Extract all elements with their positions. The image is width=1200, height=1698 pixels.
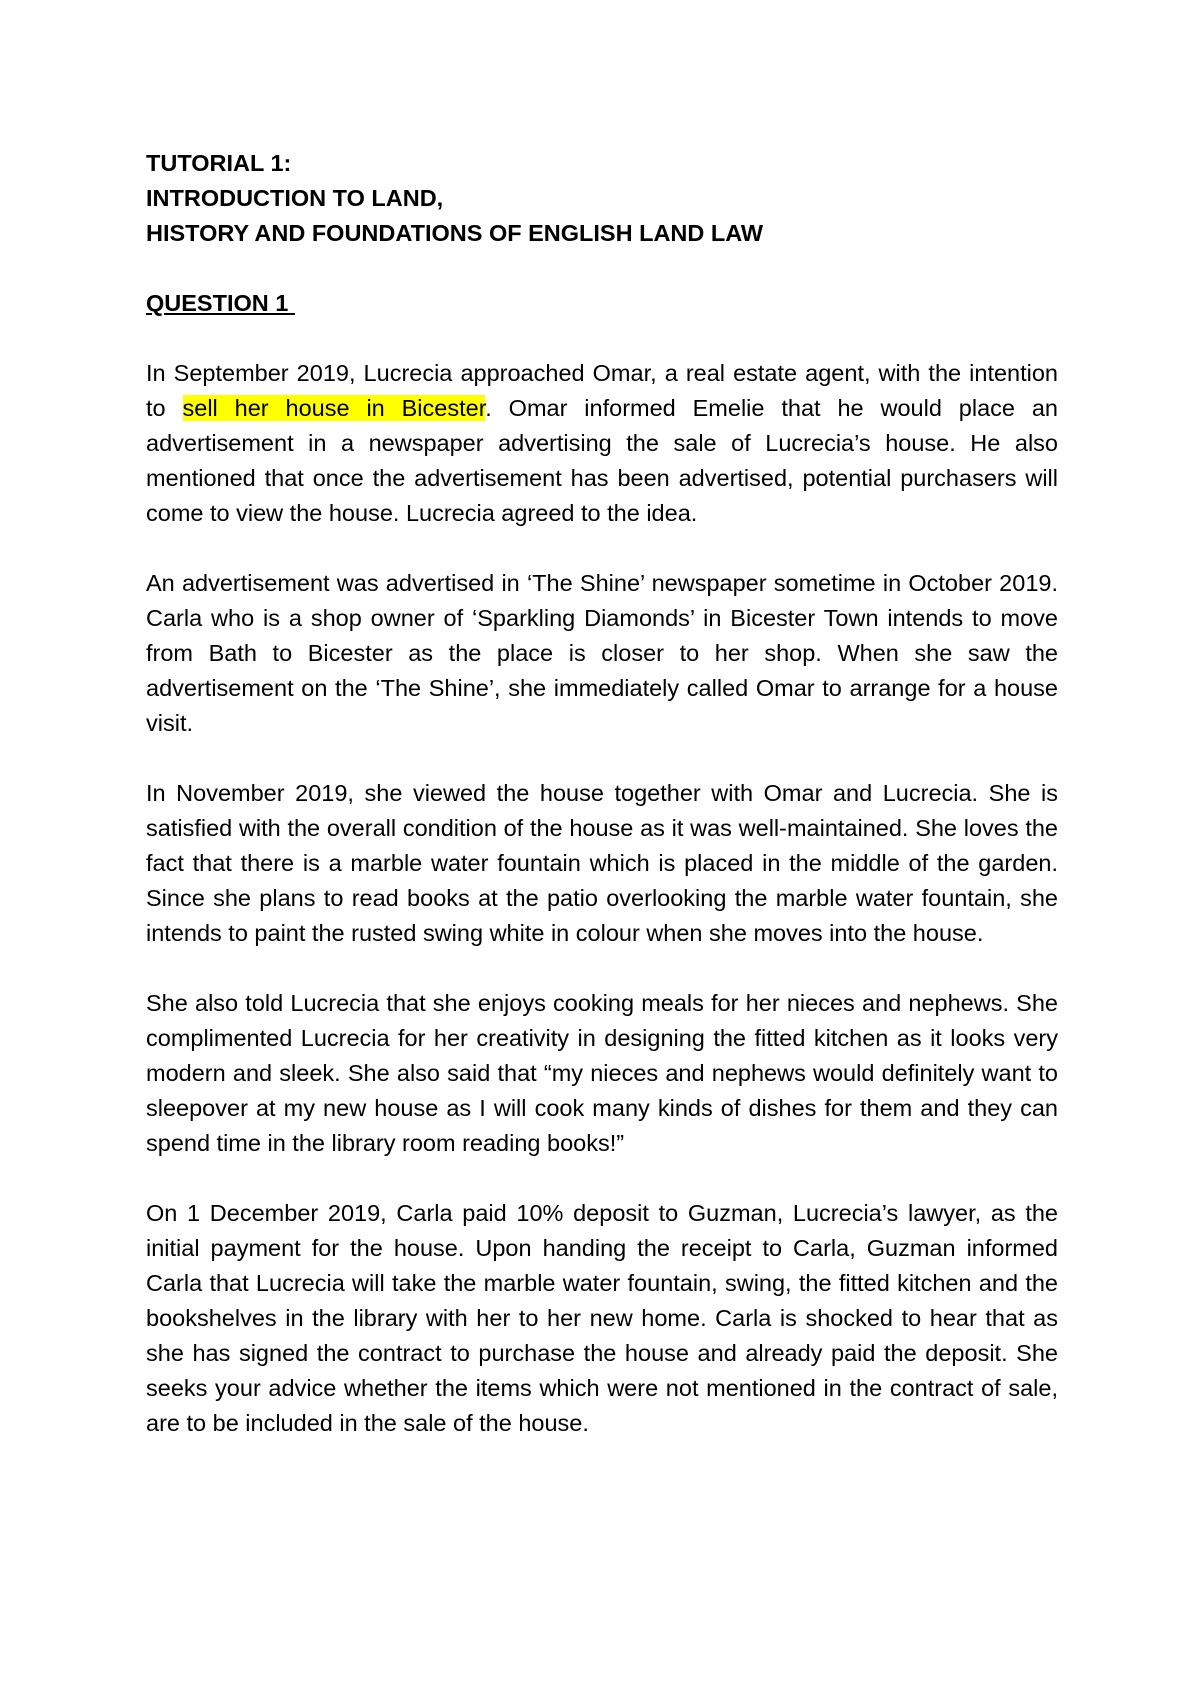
heading-tutorial-number: TUTORIAL 1:: [146, 150, 292, 176]
paragraph-1: [146, 356, 1058, 531]
document-content: [146, 146, 1058, 1441]
highlighted-text: sell her house in Bicester: [182, 395, 486, 421]
tutorial-heading: [146, 146, 1058, 251]
paragraph-3: In November 2019, she viewed the house together with Omar and Lucrecia. She is satisfied with the overall condition of the house as it was well-maintained. She loves the fact that there is a marble water fountain which is placed in the middle of the garden. Since she plans to read books at the patio overlooking the marble water fountain, she intends to paint the rusted swing white in colour when she moves into the house.: [146, 780, 1058, 946]
paragraph-1-text-after: . Omar informed Emelie that he would place an advertisement in a newspaper advertising the sale of Lucrecia’s house. He also mentioned that once the advertisement has been advertised, potential purchasers will come to view the house. Lucrecia agreed to the idea.: [146, 395, 1058, 526]
heading-subtopic: HISTORY AND FOUNDATIONS OF ENGLISH LAND LAW: [146, 220, 764, 246]
heading-topic: INTRODUCTION TO LAND,: [146, 185, 444, 211]
paragraph-2: An advertisement was advertised in ‘The Shine’ newspaper sometime in October 2019. Carla who is a shop owner of ‘Sparkling Diamonds’ in Bicester Town intends to move from Bath to Bicester as the place is closer to her shop. When she saw the advertisement on the ‘The Shine’, she immediately called Omar to arrange for a house visit.: [146, 570, 1058, 736]
question-title: QUESTION 1: [146, 290, 295, 316]
paragraph-4: She also told Lucrecia that she enjoys cooking meals for her nieces and nephews. She complimented Lucrecia for her creativity in designing the fitted kitchen as it looks very modern and sleek. She also said that “my nieces and nephews would definitely want to sleepover at my new house as I will cook many kinds of dishes for them and they can spend time in the library room reading books!”: [146, 990, 1058, 1156]
paragraph-1-text-before: In September 2019, Lucrecia approached Omar, a real estate agent, with the intention to: [146, 360, 1058, 421]
paragraph-5: On 1 December 2019, Carla paid 10% deposit to Guzman, Lucrecia’s lawyer, as the initial payment for the house. Upon handing the receipt to Carla, Guzman informed Carla that Lucrecia will take the marble water fountain, swing, the fitted kitchen and the bookshelves in the library with her to her new home. Carla is shocked to hear that as she has signed the contract to purchase the house and already paid the deposit. She seeks your advice whether the items which were not mentioned in the contract of sale, are to be included in the sale of the house.: [146, 1200, 1058, 1436]
